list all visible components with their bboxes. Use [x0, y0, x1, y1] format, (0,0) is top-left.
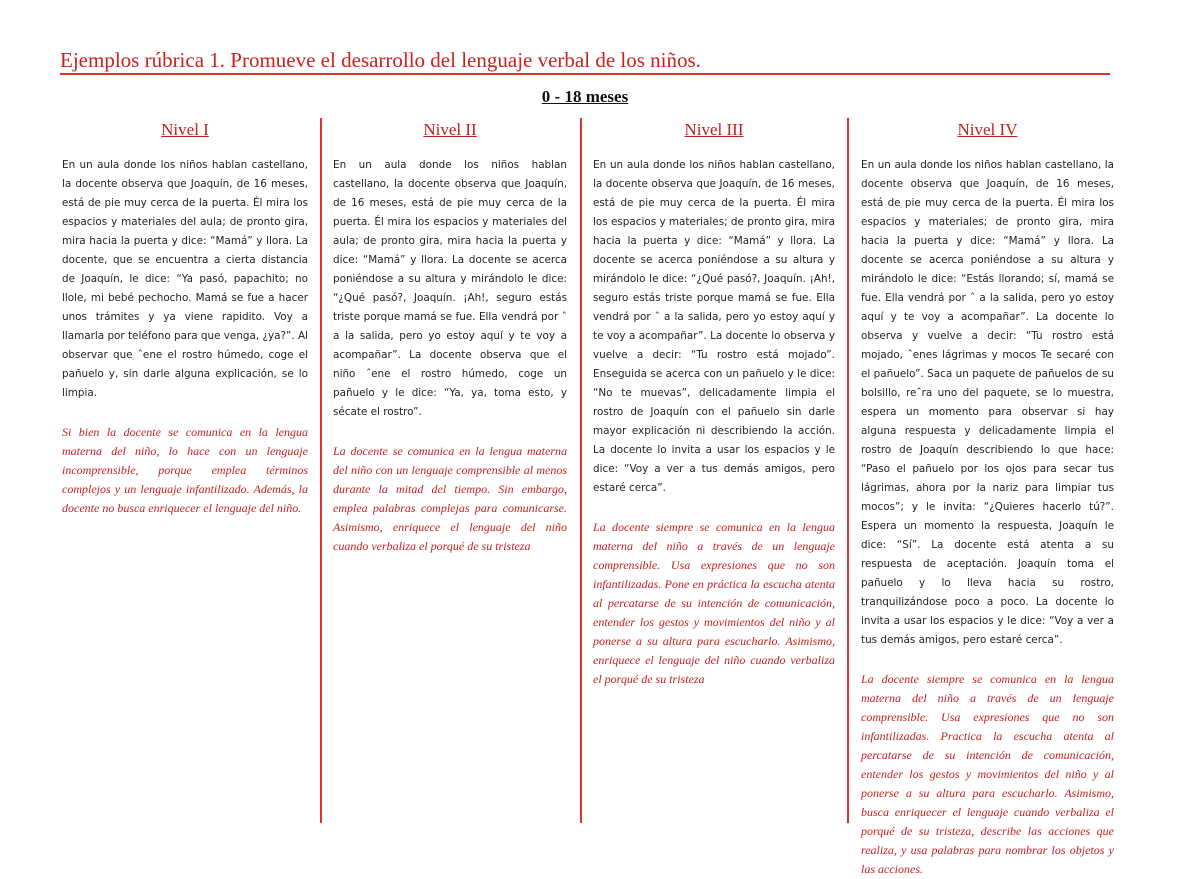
evaluation-text: La docente se comunica en la lengua materna del niño con un lenguaje comprensible al menos durante la mitad del tiempo. Sin embargo, emplea palabras complejas para comunicarse. Asimismo, enriquece el lenguaje del niño cuando verbaliza el porqué de su tristeza [333, 444, 567, 553]
page-title: Ejemplos rúbrica 1. Promueve el desarrollo del lenguaje verbal de los niños. [60, 48, 701, 72]
level-column-2 [333, 120, 567, 556]
level-column-4 [861, 120, 1114, 879]
evaluation-text: La docente siempre se comunica en la lengua materna del niño a través de un lenguaje comprensible. Usa expresiones que no son infantilizadas. Practica la escucha atenta al percatarse de su intención de comunicación, entender los gestos y movimientos del niño y al ponerse a su altura para escucharlo. Asimismo, busca enriquecer el lenguaje cuando verbaliza el porqué de su tristeza, describe las acciones que realiza, y usa palabras para nombrar los objetos y las acciones. [861, 672, 1114, 876]
level-heading: Nivel IV [957, 120, 1018, 139]
scenario-text: En un aula donde los niños hablan castellano, la docente observa que Joaquín, de 16 meses, está de pie muy cerca de la puerta. Él mira los espacios y materiales del aula; de pronto gira, mira hacia la puerta y dice: “Mamá” y llora. La docente se acerca poniéndose a su altura y mirándolo le dice: “¿Qué pasó?, Joaquín. ¡Ah!, seguro estás triste porque mamá se fue. Ella vendrá por ˆ a la salida, pero yo estoy aquí y te voy a acompañar”. La docente observa que el niño ˆene el rostro húmedo, coge un pañuelo y le dice: “Ya, ya, toma esto, y sécate el rostro”. [333, 159, 567, 418]
scenario-text: En un aula donde los niños hablan castellano, la docente observa que Joaquín, de 16 meses, está de pie muy cerca de la puerta. Él mira los espacios y materiales; de pronto gira, mira hacia la puerta y dice: “Mamá” y llora. La docente se acerca poniéndose a su altura y mirándolo le dice: “¿Qué pasó?, Joaquín. ¡Ah!, seguro estás triste porque mamá se fue. Ella vendrá por ˆ a la salida, pero yo estoy aquí y te voy a acompañar”. La docente lo observa y vuelve a decir: “Tu rostro está mojado”. Enseguida se acerca con un pañuelo y le dice: “No te muevas”, delicadamente limpia el rostro de Joaquín con el pañuelo sin darle mayor explicación ni describiendo la acción. La docente lo invita a usar los espacios y le dice: “Voy a ver a tus demás amigos, pero estaré cerca”. [593, 159, 835, 494]
age-range-heading: 0 - 18 meses [541, 87, 629, 106]
column-divider [320, 118, 322, 823]
scenario-text: En un aula donde los niños hablan castellano, la docente observa que Joaquín, de 16 meses, está de pie muy cerca de la puerta. Él mira los espacios y materiales; de pronto gira, mira hacia la puerta y dice: “Mamá” y llora. La docente se acerca poniéndose a su altura y mirándolo le dice: “Estás llorando; sí, mamá se fue. Ella vendrá por ˆ a la salida, pero yo estoy aquí y te voy a acompañar”. La docente lo observa y vuelve a decir: “Tu rostro está mojado, ˆenes lágrimas y mocos Te secaré con el pañuelo”. Saca un paquete de pañuelos de su bolsillo, reˆra uno del paquete, se lo muestra, espera un momento para observar si hay alguna respuesta y delicadamente limpia el rostro de Joaquín describiendo lo que hace: “Paso el pañuelo por los ojos para secar tus lágrimas, ahora por la nariz para limpiar tus mocos”; y le invita: “¿Quieres hacerlo tú?”. Espera un momento la respuesta, Joaquín le dice: “Sí”. La docente está atenta a su respuesta de aceptación. Joaquín toma el pañuelo y lo lleva hacia su rostro, tranquilizándose poco a poco. La docente lo invita a usar los espacios y le dice: “Voy a ver a tus demás amigos, pero estaré cerca”. [861, 159, 1114, 646]
column-divider [580, 118, 582, 823]
level-heading: Nivel II [423, 120, 477, 139]
level-column-3 [593, 120, 835, 689]
scenario-text: En un aula donde los niños hablan castellano, la docente observa que Joaquín, de 16 meses, está de pie muy cerca de la puerta. Él mira los espacios y materiales del aula; de pronto gira, mira hacia la puerta y dice: “Mamá” y llora. La docente, que se encuentra a cierta distancia de Joaquín, le dice: “Ya pasó, papachito; no llole, mi bebé pechocho. Mamá se fue a hacer unos trámites y ya viene rapidito. Voy a llamarla por teléfono para que venga, ¿ya?”. Al observar que ˆene el rostro húmedo, coge el pañuelo y, sin darle alguna explicación, se lo limpia. [62, 159, 309, 399]
evaluation-text: La docente siempre se comunica en la lengua materna del niño a través de un lenguaje comprensible. Usa expresiones que no son infantilizadas. Pone en práctica la escucha atenta al percatarse de su intención de comunicación, entender los gestos y movimientos del niño y al ponerse a su altura para escucharlo. Asimismo, enriquece el lenguaje del niño cuando verbaliza el porqué de su tristeza [593, 520, 835, 686]
column-divider [847, 118, 849, 823]
level-heading: Nivel III [684, 120, 744, 139]
level-heading: Nivel I [161, 120, 209, 139]
evaluation-text: Si bien la docente se comunica en la lengua materna del niño, lo hace con un lenguaje incomprensible, porque emplea términos complejos y un lenguaje infantilizado. Además, la docente no busca enriquecer el lenguaje del niño. [62, 425, 308, 515]
title-underline [60, 73, 1110, 75]
level-column-1 [62, 120, 308, 518]
